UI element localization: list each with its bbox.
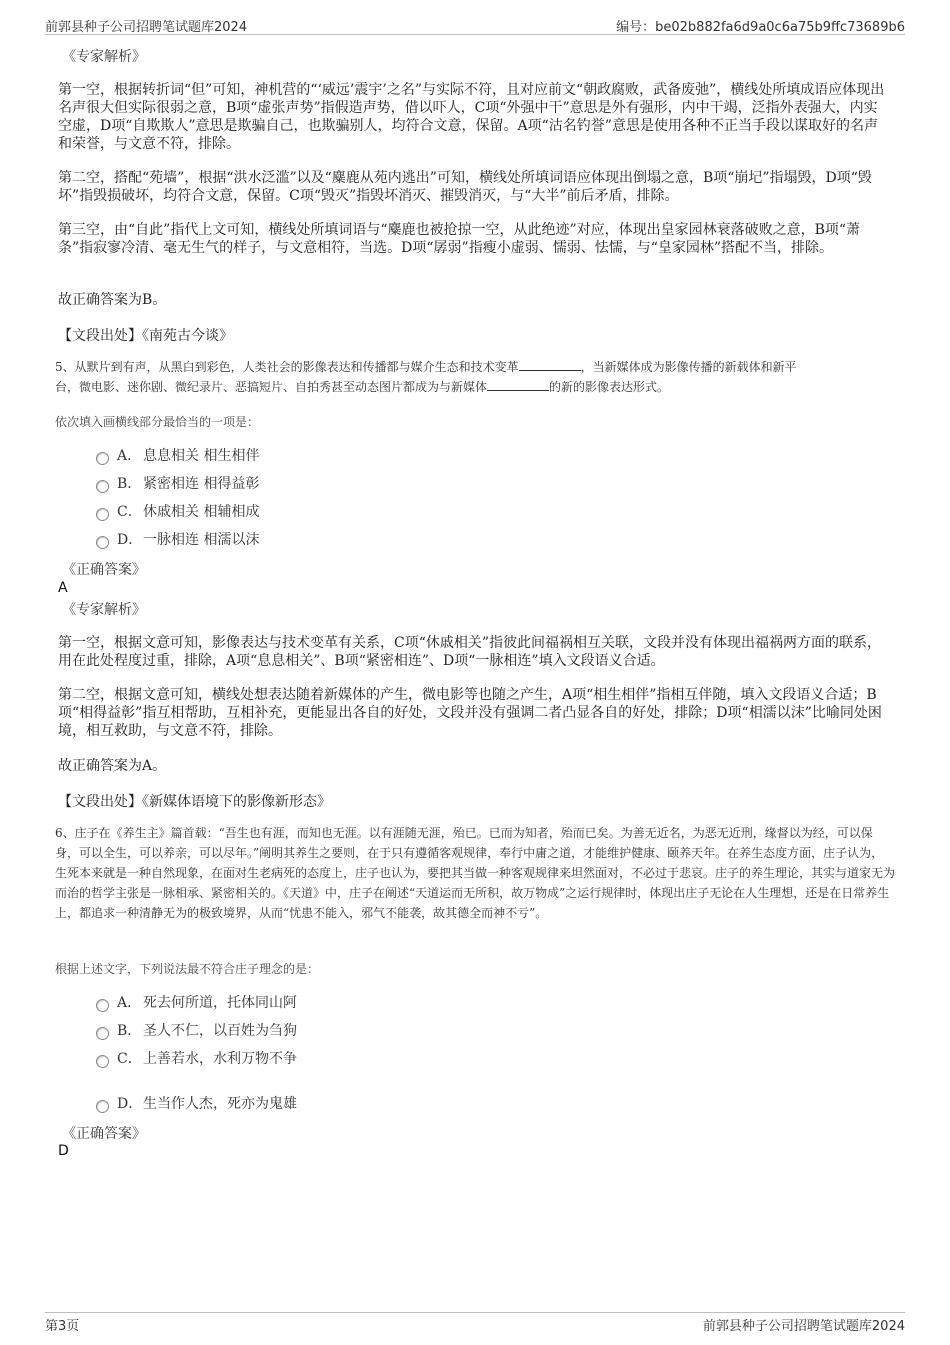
radio-icon[interactable] [96,999,109,1012]
q6-option-a[interactable]: A． 死去何所道，托体同山阿 [96,993,297,1013]
q5-analysis-para-2: 第二空，根据文意可知，横线处想表达随着新媒体的产生，微电影等也随之产生，A项“相生相伴”指相互伴随，填入文段语义合适；B项“相得益彰”指互相帮助，互相补充，更能显出各自的好处，文段并没有强调二者凸显各自的好处，排除；D项“相濡以沫”比喻同处困境，相互救助，与文意不符，排除。 [58,687,882,739]
q5-option-b[interactable]: B． 紧密相连 相得益彰 [96,474,259,494]
radio-icon[interactable] [96,1027,109,1040]
radio-icon[interactable] [96,1100,109,1113]
q5-prompt: 依次填入画横线部分最恰当的一项是： [55,415,260,429]
q5-blank-2 [487,378,549,391]
page-number: 第3页 [45,1319,80,1334]
q4-analysis-title: 《专家解析》 [62,49,146,65]
header-title: 前郭县种子公司招聘笔试题库2024 [45,20,248,35]
radio-icon[interactable] [96,1055,109,1068]
q5-conclusion: 故正确答案为A。 [58,758,167,774]
q6-option-c[interactable]: C．上善若水，水利万物不争 [96,1049,297,1069]
radio-icon[interactable] [96,452,109,465]
q5-analysis-para-1: 第一空，根据文意可知，影像表达与技术变革有关系，C项“休戚相关”指彼此间福祸相互关联，文段并没有体现出福祸两方面的联系，用在此处程度过重，排除，A项“息息相关”、B项“紧密相连”、D项“一脉相连”填入文段语义合适。 [58,635,882,669]
q6-answer: D [58,1143,69,1159]
q5-analysis-title: 《专家解析》 [62,602,146,618]
radio-icon[interactable] [96,508,109,521]
q5-blank-1 [519,358,581,371]
page-footer [45,1312,905,1333]
header-serial: 编号：be02b882fa6d9a0c6a75b9ffc73689b6 [616,20,905,35]
q6-prompt: 根据上述文字，下列说法最不符合庄子理念的是： [55,962,320,976]
q4-source: 【文段出处】《南苑古今谈》 [58,328,233,344]
q5-source: 【文段出处】《新媒体语境下的影像新形态》 [58,794,331,810]
page-header [45,14,905,35]
q5-option-a[interactable]: A． 息息相关 相生相伴 [96,446,259,466]
q4-analysis-para-2: 第二空，搭配“苑墙”，根据“洪水泛滥”以及“麋鹿从苑内逃出”可知，横线处所填词语应体现出倒塌之意，B项“崩圮”指塌毁，D项“毁坏”指毁损破坏，均符合文意，保留。C项“毁灭”指毁坏消灭、摧毁消灭，与“大半”前后矛盾，排除。 [58,170,872,204]
q6-answer-title: 《正确答案》 [62,1126,146,1142]
q5-answer-title: 《正确答案》 [62,562,146,578]
q4-analysis-para-3: 第三空，由“自此”指代上文可知，横线处所填词语与“麋鹿也被抢掠一空，从此绝迹”对应，体现出皇家园林衰落破败之意，B项“萧条”指寂寥冷清、毫无生气的样子，与文意相符，当选。D项“孱弱”指瘦小虚弱、懦弱、怯懦，与“皇家园林”搭配不当，排除。 [58,222,861,256]
q5-option-c[interactable]: C．休戚相关 相辅相成 [96,502,259,522]
footer-title: 前郭县种子公司招聘笔试题库2024 [702,1319,905,1334]
q6-option-d[interactable]: D．生当作人杰，死亦为鬼雄 [96,1094,297,1114]
q6-option-b[interactable]: B． 圣人不仁，以百姓为刍狗 [96,1021,297,1041]
q5-option-d[interactable]: D．一脉相连 相濡以沫 [96,530,259,550]
radio-icon[interactable] [96,480,109,493]
q5-answer: A [58,580,68,596]
q4-analysis-para-1: 第一空，根据转折词“但”可知，神机营的“‘威远’震宇’之名”与实际不符，且对应前文“朝政腐败，武备废弛”，横线处所填成语应体现出名声很大但实际很弱之意，B项“虚张声势”指假造声势，借以吓人，C项“外强中干”意思是外有强形，内中干竭，泛指外表强大，内实空虚，D项“自欺欺人”意思是欺骗自己，也欺骗别人，均符合文意，保留。A项“沽名钓誉”意思是使用各种不正当手段以谋取好的名声和荣誉，与文意不符，排除。 [58,82,885,152]
q4-conclusion: 故正确答案为B。 [58,292,167,308]
radio-icon[interactable] [96,536,109,549]
q5-stem: 5、从默片到有声，从黑白到彩色，人类社会的影像表达和传播都与媒介生态和技术变革 ，当新媒体成为影像传播的新载体和新平 台，微电影、迷你剧、微纪录片、恶搞短片、自拍秀甚至动态图片都成为与新媒体 的新的影像表达形式。 [55,360,797,394]
q6-stem: 6、庄子在《养生主》篇首载：“吾生也有涯，而知也无涯。以有涯随无涯，殆已。已而为知者，殆而已矣。为善无近名，为恶无近刑，缘督以为经，可以保身，可以全生，可以养亲，可以尽年。”阐明其养生之要则，在于只有遵循客观规律，奉行中庸之道，才能维护健康、颐养天年。在养生态度方面，庄子认为，生死本来就是一种自然现象，在面对生老病死的态度上，庄子也认为，要把其当做一种客观规律来坦然面对，不必过于悲哀。庄子的养生理论，其实与道家无为而治的哲学主张是一脉相承、紧密相关的。《天道》中，庄子在阐述“天道运而无所积，故万物成”之运行规律时，体现出庄子无论在人生理想，还是在日常养生上，都追求一种清静无为的极致境界，从而“忧患不能入，邪气不能袭，故其德全而神不亏”。 [55,826,896,920]
